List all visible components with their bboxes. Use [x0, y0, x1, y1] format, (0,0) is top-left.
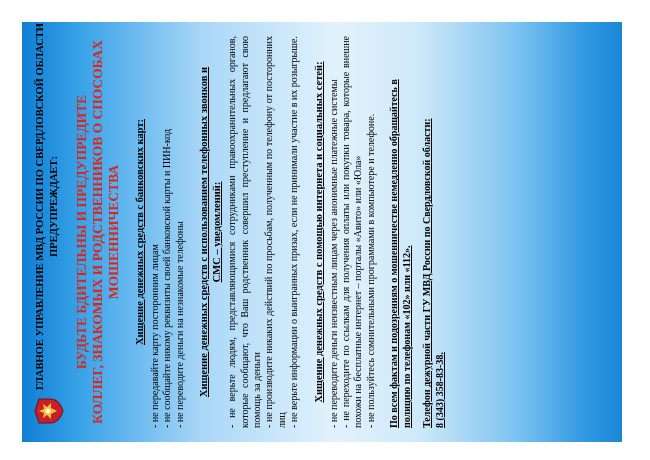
poster — [22, 22, 622, 442]
section-heading — [134, 36, 147, 428]
section-heading-text: Хищение денежных средств с помощью интернета и социальных сетей: — [313, 61, 325, 403]
duty-label: Телефон дежурной части ГУ МВД России по Свердловской области: — [422, 118, 434, 428]
list-item: - не передавайте карту посторонним лицам — [150, 244, 161, 428]
section-phone-sms — [198, 36, 301, 428]
list-item: - не сообщайте никому реквизиты своей банковской карты и ПИН-код — [162, 128, 174, 428]
list-item: - не переводите деньги на незнакомые телефоны — [174, 221, 186, 428]
section-internet — [313, 36, 379, 428]
list-item: - не переводите деньги неизвестным лицам через анонимные платежные системы — [328, 79, 340, 428]
duty-phone-block — [422, 36, 447, 428]
report-notice: По всем фактам и подозрениям о мошенничестве немедленно обращайтесь в полицию по телефонам «102» или «112». — [389, 79, 413, 428]
section-heading-line-1: Хищение денежных средств с использованием телефонных звонков и — [199, 66, 211, 398]
list-item: - не производите никаких действий по просьбам, полученным по телефону от посторонних лиц — [264, 36, 288, 428]
warns-label: ПРЕДУПРЕЖДАЕТ: — [49, 156, 60, 257]
section-bank-cards — [134, 36, 187, 428]
header — [34, 23, 64, 428]
list-item: - не пользуйтесь сомнительными программами в компьютере и телефоне. — [365, 113, 377, 428]
list-item: - не верьте информации о выигранных призах, если не принимали участие в их розыгрыше. — [289, 36, 301, 428]
title-line-1: БУДЬТЕ БДИТЕЛЬНЫ И ПРЕДУПРЕДИТЕ — [74, 94, 89, 370]
org-name: ГЛАВНОЕ УПРАВЛЕНИЕ МВД РОССИИ ПО СВЕРДЛОВСКОЙ ОБЛАСТИ — [35, 23, 46, 390]
title-line-3: МОШЕННИЧЕСТВА — [106, 164, 121, 300]
org-block — [34, 23, 61, 390]
section-heading — [313, 36, 326, 428]
title-line-2: КОЛЛЕГ, ЗНАКОМЫХ И РОДСТВЕННИКОВ О СПОСОБАХ — [90, 40, 105, 424]
list-item: - не верьте людям, представляющимися сотрудниками правоохранительных органов, которые сообщают, что Ваш родственник совершил преступление и предлагают свою помощь за деньги — [227, 36, 264, 428]
list-item: - не переходите по ссылкам для получения оплаты или покупки товара, которые внешне похожи на бесплатные интернет – порталы «Авито» или «Юла» — [341, 36, 365, 428]
mvd-emblem-icon — [34, 398, 64, 424]
poster-content — [22, 22, 622, 442]
section-heading-line-2: СМС – уведомлений: — [212, 181, 224, 283]
section-heading-text: Хищение денежных средств с банковских карт: — [135, 118, 146, 346]
section-heading — [198, 36, 224, 428]
main-title — [74, 36, 122, 428]
duty-phone: 8 (343) 358-83-38. — [434, 352, 446, 428]
footer — [389, 36, 447, 428]
